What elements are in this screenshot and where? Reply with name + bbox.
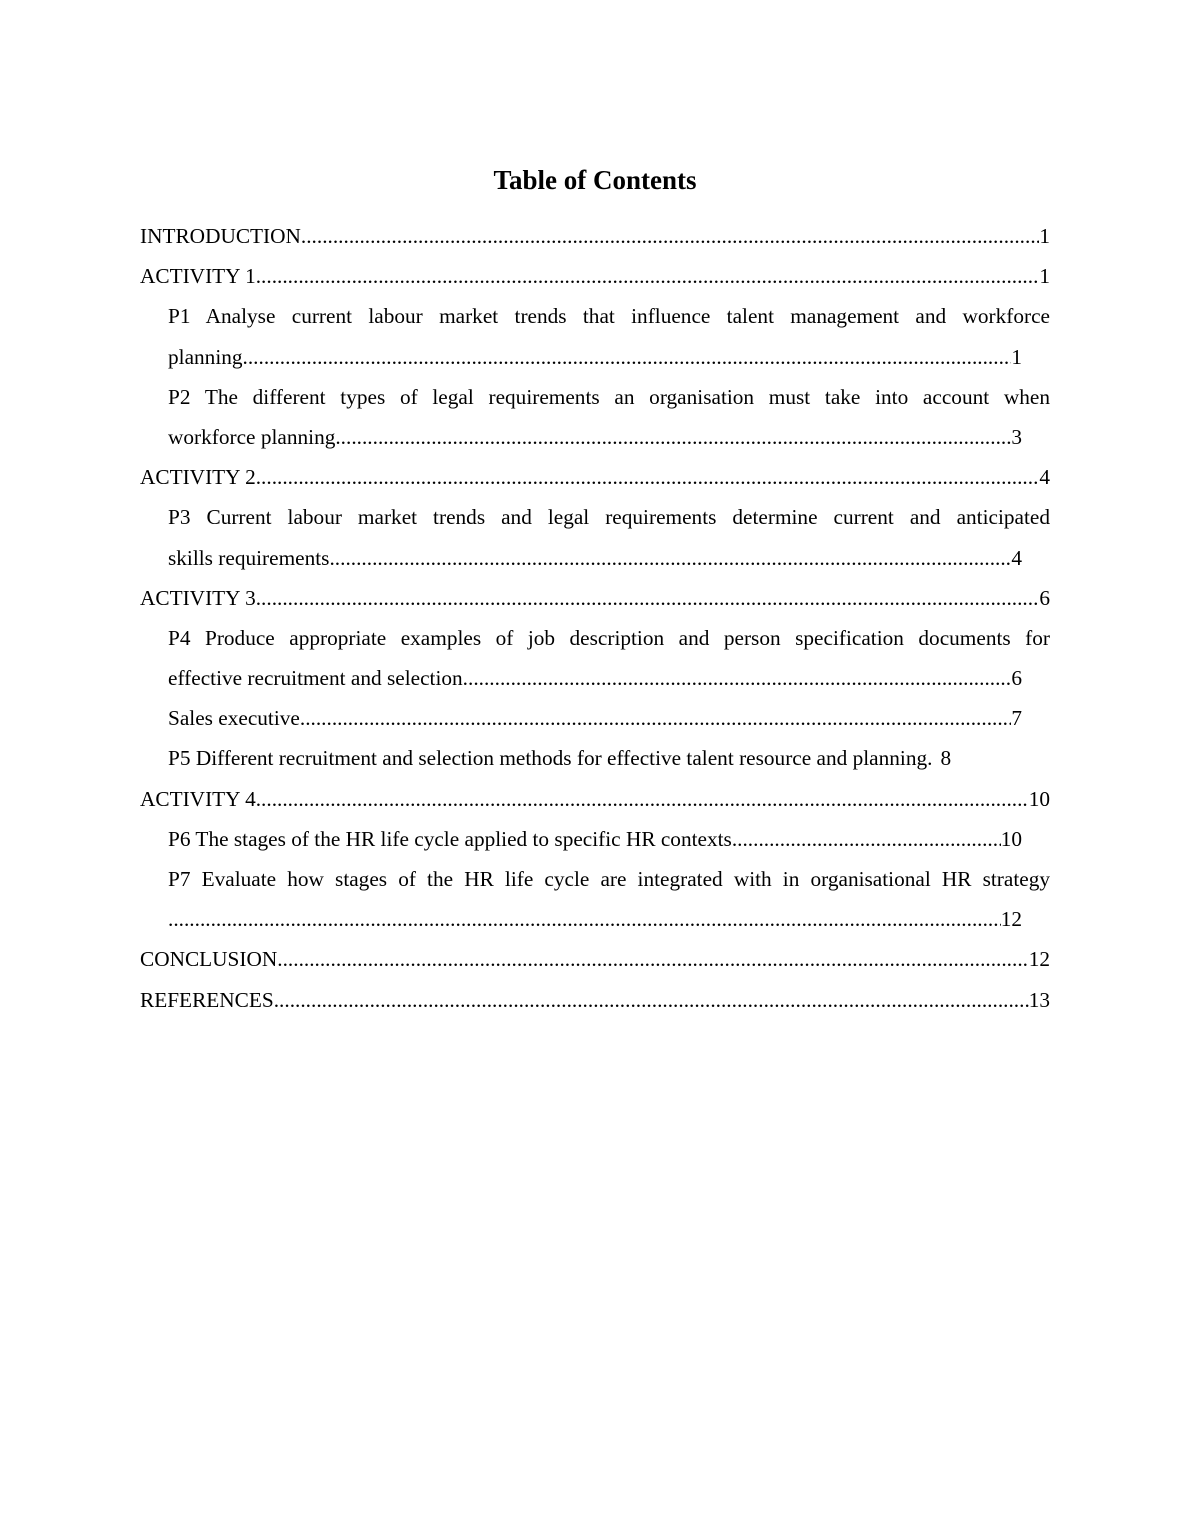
toc-page-number: 4 bbox=[1011, 545, 1022, 570]
toc-entry-text: ACTIVITY 4 bbox=[140, 786, 256, 811]
toc-entry-activity-2[interactable] bbox=[140, 457, 1050, 497]
toc-entry-sales-executive[interactable] bbox=[168, 698, 1022, 738]
toc-leader-dots bbox=[256, 578, 1040, 618]
toc-page-number: 8 bbox=[940, 746, 952, 771]
toc-entry-text: Sales executive bbox=[168, 706, 300, 731]
table-of-contents bbox=[140, 216, 1050, 1020]
toc-entry-p2-line2[interactable] bbox=[168, 417, 1022, 457]
toc-leader-dots bbox=[243, 337, 1012, 377]
toc-entry-text: P5 Different recruitment and selection methods for effective talent resource and planning. bbox=[168, 746, 933, 771]
toc-leader-dots bbox=[256, 256, 1040, 296]
toc-page-number: 3 bbox=[1011, 424, 1022, 449]
toc-entry-text: P6 The stages of the HR life cycle applied to specific HR contexts bbox=[168, 826, 732, 851]
toc-entry-p2-line1[interactable]: P2 The different types of legal requirements an organisation must take into account when bbox=[168, 384, 1050, 409]
toc-leader-dots bbox=[168, 899, 1001, 939]
toc-entry-text: ACTIVITY 1 bbox=[140, 264, 256, 289]
toc-entry-text: skills requirements bbox=[168, 545, 330, 570]
toc-leader-dots bbox=[463, 658, 1012, 698]
toc-entry-p1-line1[interactable]: P1 Analyse current labour market trends that influence talent management and workforce bbox=[168, 304, 1050, 329]
toc-leader-dots bbox=[274, 980, 1029, 1020]
toc-entry-text: ACTIVITY 3 bbox=[140, 585, 256, 610]
toc-entry-text: workforce planning bbox=[168, 424, 336, 449]
toc-entry-p4-line1[interactable]: P4 Produce appropriate examples of job description and person specification documents for bbox=[168, 625, 1050, 650]
toc-page-number: 6 bbox=[1039, 585, 1050, 610]
toc-leader-dots bbox=[329, 538, 1011, 578]
toc-entry-p6[interactable] bbox=[168, 819, 1022, 859]
toc-entry-p7-line1[interactable]: P7 Evaluate how stages of the HR life cycle are integrated with in organisational HR strategy bbox=[168, 867, 1050, 891]
toc-entry-p1-line2[interactable] bbox=[168, 337, 1022, 377]
toc-page-number: 1 bbox=[1039, 224, 1050, 248]
toc-leader-dots bbox=[256, 457, 1040, 497]
toc-leader-dots bbox=[277, 939, 1028, 979]
toc-entry-text: ACTIVITY 2 bbox=[140, 465, 256, 490]
toc-entry-activity-4[interactable] bbox=[140, 779, 1050, 819]
toc-entry-activity-3[interactable] bbox=[140, 578, 1050, 618]
toc-leader-dots bbox=[300, 698, 1011, 738]
toc-entry-p3-line2[interactable] bbox=[168, 538, 1022, 578]
toc-leader-dots bbox=[256, 779, 1029, 819]
toc-leader-dots bbox=[732, 819, 1001, 859]
toc-entry-text: REFERENCES bbox=[140, 987, 274, 1012]
toc-entry-references[interactable] bbox=[140, 980, 1050, 1020]
toc-entry-p4-line2[interactable] bbox=[168, 658, 1022, 698]
toc-title: Table of Contents bbox=[493, 165, 697, 195]
toc-page-number: 10 bbox=[1000, 826, 1022, 851]
toc-entry-introduction[interactable] bbox=[140, 216, 1050, 256]
toc-page-number: 1 bbox=[1011, 344, 1022, 369]
toc-leader-dots bbox=[301, 216, 1039, 256]
toc-page-number: 4 bbox=[1039, 465, 1050, 490]
toc-page-number: 10 bbox=[1028, 786, 1050, 811]
toc-entry-p5[interactable] bbox=[168, 738, 1022, 778]
toc-page-number: 1 bbox=[1039, 264, 1050, 289]
toc-entry-activity-1[interactable] bbox=[140, 256, 1050, 296]
toc-page-number: 6 bbox=[1011, 666, 1022, 691]
toc-page-number: 12 bbox=[1000, 907, 1022, 932]
toc-entry-text: planning bbox=[168, 344, 243, 369]
toc-entry-p3-line1[interactable]: P3 Current labour market trends and legal requirements determine current and anticipated bbox=[168, 505, 1050, 530]
toc-entry-text: INTRODUCTION bbox=[140, 224, 301, 248]
toc-entry-conclusion[interactable] bbox=[140, 939, 1050, 979]
toc-page-number: 12 bbox=[1028, 947, 1050, 972]
toc-leader-dots bbox=[335, 417, 1011, 457]
toc-entry-text: effective recruitment and selection bbox=[168, 666, 463, 691]
toc-page-number: 7 bbox=[1011, 706, 1022, 731]
toc-entry-p7-line2[interactable] bbox=[168, 899, 1022, 939]
toc-entry-text: CONCLUSION bbox=[140, 947, 278, 972]
toc-page-number: 13 bbox=[1028, 987, 1050, 1012]
